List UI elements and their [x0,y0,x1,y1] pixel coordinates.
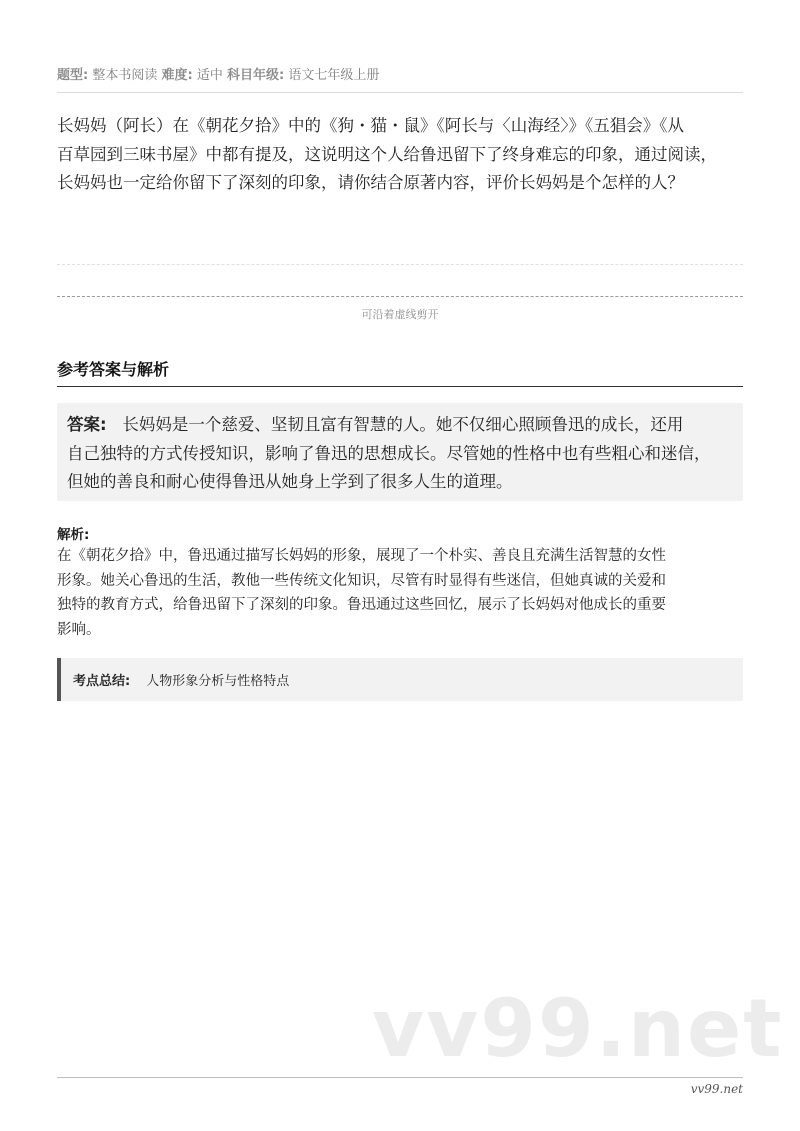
summary-label: 考点总结: [73,674,131,689]
summary-value: 人物形象分析与性格特点 [146,674,290,689]
question-text [57,112,747,198]
summary-box [57,658,743,701]
difficulty-label: 难度: [161,68,193,83]
section-divider [57,386,743,387]
meta-divider [57,92,743,93]
analysis-text [57,544,747,642]
answer-box [57,403,743,501]
analysis-line: 形象。她关心鲁迅的生活，教他一些传统文化知识，尽管有时显得有些迷信，但她真诚的关爱和 [57,572,666,589]
analysis-line: 影响。 [57,621,101,638]
question-line: 长妈妈也一定给你留下了深刻的印象，请你结合原著内容，评价长妈妈是个怎样的人？ [57,173,684,192]
answer-line-text: 长妈妈是一个慈爱、坚韧且富有智慧的人。她不仅细心照顾鲁迅的成长，还用 [122,415,684,434]
footer-divider [57,1077,743,1078]
question-line: 长妈妈（阿长）在《朝花夕拾》中的《狗・猫・鼠》《阿长与〈山海经〉》《五猖会》《从 [57,116,684,135]
question-meta [57,64,379,83]
answer-line: 自己独特的方式传授知识，影响了鲁迅的思想成长。尽管她的性格中也有些粗心和迷信， [67,443,711,463]
footer-site: vv99.net [690,1082,743,1096]
answer-line: 但她的善良和耐心使得鲁迅从她身上学到了很多人生的道理。 [67,472,513,491]
answer-line [67,411,733,440]
cut-label: 可沿着虚线剪开 [361,308,439,321]
type-value: 整本书阅读 [92,68,158,83]
grade-label: 科目年级: [227,68,285,83]
cut-line [57,296,743,297]
analysis-line: 独特的教育方式，给鲁迅留下了深刻的印象。鲁迅通过这些回忆，展示了长妈妈对他成长的重要 [57,597,666,613]
type-label: 题型: [57,68,89,83]
grade-value: 语文七年级上册 [288,68,380,83]
answer-label: 答案: [67,415,107,434]
section-title: 参考答案与解析 [57,360,170,379]
watermark: vv99.net [372,982,784,1075]
difficulty-value: 适中 [196,68,223,83]
analysis-label: 解析: [57,527,90,543]
analysis-line: 在《朝花夕拾》中，鲁迅通过描写长妈妈的形象，展现了一个朴实、善良且充满生活智慧的女性 [57,548,666,564]
question-line: 百草园到三味书屋》中都有提及，这说明这个人给鲁迅留下了终身难忘的印象，通过阅读， [57,144,717,164]
answer-space-line [57,264,743,265]
